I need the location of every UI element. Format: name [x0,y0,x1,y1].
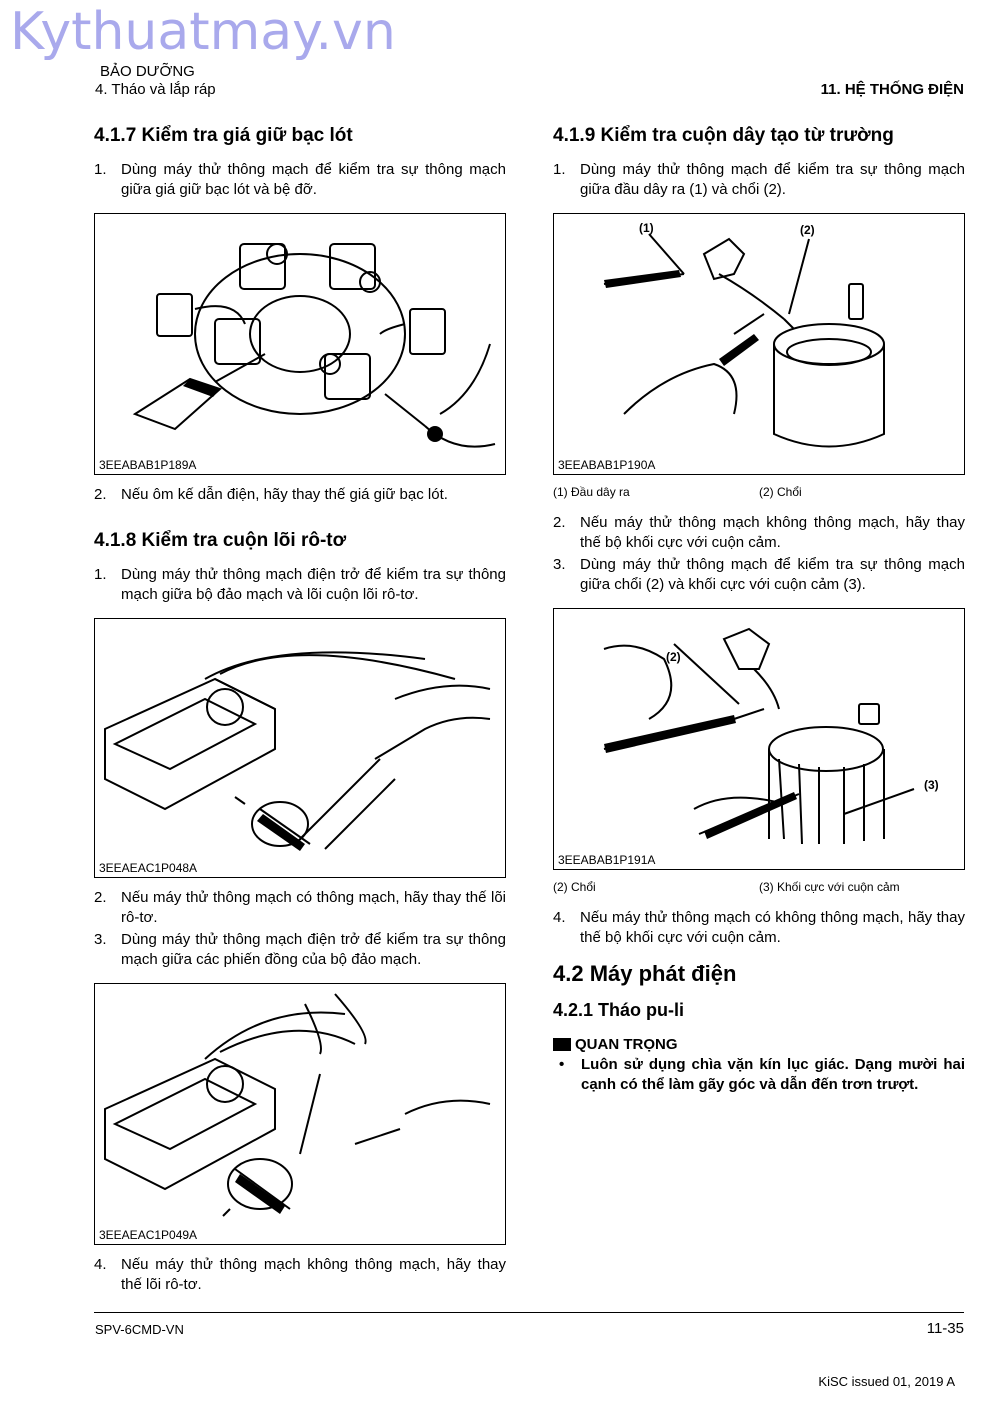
ohmmeter-rotor-illustration [95,619,505,877]
callout-1: (1) [639,221,654,235]
step [94,930,506,970]
step-text: Dùng máy thử thông mạch điện trở để kiểm tra sự thông mạch giữa bộ đảo mạch và lõi cuộn lõi rô-tơ. [121,566,506,603]
step [94,1255,506,1295]
ohmmeter-commutator-illustration [95,984,505,1244]
footer-doc-code: SPV-6CMD-VN [95,1322,184,1337]
important-marker-icon [553,1038,571,1051]
important-bullet [553,1055,965,1095]
figure-code: 3EEAEAC1P048A [99,861,198,875]
step-number: 2. [94,486,107,503]
step [94,160,506,200]
step-text: Dùng máy thử thông mạch điện trở để kiểm tra sự thông mạch giữa các phiến đồng của bộ đảo mạch. [121,931,506,968]
figure-brush-pole-test [553,608,965,870]
watermark: Kythuatmay.vn [10,2,396,62]
step [94,888,506,928]
step-number: 4. [553,909,566,926]
figure-brush-holder [94,213,506,475]
step-text: Nếu ôm kế dẫn điện, hãy thay thế giá giữ bạc lót. [121,486,448,503]
important-text: Luôn sử dụng chìa vặn kín lục giác. Dạng mười hai cạnh có thể làm gãy góc và dẫn đến trơn trượt. [581,1056,965,1093]
field-coil-illustration-1 [554,214,964,474]
step-text: Nếu máy thử thông mạch có thông mạch, hãy thay thế lõi rô-tơ. [121,889,506,926]
step [553,555,965,595]
right-column [553,124,965,1095]
step [553,513,965,553]
figure-rotor-core-test [94,618,506,878]
callout-2: (2) [800,223,815,237]
step-text: Dùng máy thử thông mạch để kiểm tra sự thông mạch giữa giá giữ bạc lót và bệ đỡ. [121,161,506,198]
step [553,160,965,200]
footer-issued: KiSC issued 01, 2019 A [818,1374,955,1389]
step-number: 3. [553,556,566,573]
step-number: 1. [553,161,566,178]
heading-4-2-1: 4.2.1 Tháo pu-li [553,1000,685,1020]
step-number: 2. [553,514,566,531]
figure-legend [553,485,965,499]
header-system-title: 11. HỆ THỐNG ĐIỆN [820,81,964,98]
figure-code: 3EEABAB1P191A [558,853,656,867]
legend-item: (2) Chổi [553,880,596,894]
figure-code: 3EEAEAC1P049A [99,1228,198,1242]
step [553,908,965,948]
step-text: Dùng máy thử thông mạch để kiểm tra sự thông mạch giữa đầu dây ra (1) và chổi (2). [580,161,965,198]
step-number: 1. [94,566,107,583]
left-column [94,124,506,1297]
field-coil-illustration-2 [554,609,964,869]
step-text: Nếu máy thử thông mạch có không thông mạch, hãy thay thế bộ khối cực với cuộn cảm. [580,909,965,946]
bullet-dot: • [559,1056,565,1073]
step-text: Dùng máy thử thông mạch để kiểm tra sự thông mạch giữa chổi (2) và khối cực với cuộn cảm (3). [580,556,965,593]
step-number: 4. [94,1256,107,1273]
figure-legend [553,880,965,894]
step-text: Nếu máy thử thông mạch không thông mạch, hãy thay thế bộ khối cực với cuộn cảm. [580,514,965,551]
important-label: QUAN TRỌNG [575,1036,678,1053]
heading-4-1-7: 4.1.7 Kiểm tra giá giữ bạc lót [94,125,353,146]
footer-rule [94,1312,964,1313]
important-title [553,1036,965,1053]
step-number: 3. [94,931,107,948]
figure-code: 3EEABAB1P190A [558,458,656,472]
heading-4-1-9: 4.1.9 Kiểm tra cuộn dây tạo từ trường [553,125,894,146]
header-chapter: BẢO DƯỠNG [100,63,195,80]
step [94,485,506,505]
legend-item: (1) Đầu dây ra [553,485,630,499]
step-text: Nếu máy thử thông mạch không thông mạch, hãy thay thế lõi rô-tơ. [121,1256,506,1293]
figure-code: 3EEABAB1P189A [99,458,197,472]
legend-item: (3) Khối cực với cuộn cảm [759,880,900,894]
callout-2: (2) [666,650,681,664]
step-number: 1. [94,161,107,178]
important-notice [553,1036,965,1095]
header-section: 4. Tháo và lắp ráp [95,81,216,98]
figure-field-coil-lead-brush [553,213,965,475]
callout-3: (3) [924,778,939,792]
footer-page-number: 11-35 [926,1320,964,1337]
brush-holder-illustration [95,214,505,474]
heading-4-1-8: 4.1.8 Kiểm tra cuộn lõi rô-tơ [94,530,347,551]
figure-commutator-test [94,983,506,1245]
legend-item: (2) Chổi [759,485,802,499]
heading-4-2: 4.2 Máy phát điện [553,961,737,986]
step-number: 2. [94,889,107,906]
step [94,565,506,605]
